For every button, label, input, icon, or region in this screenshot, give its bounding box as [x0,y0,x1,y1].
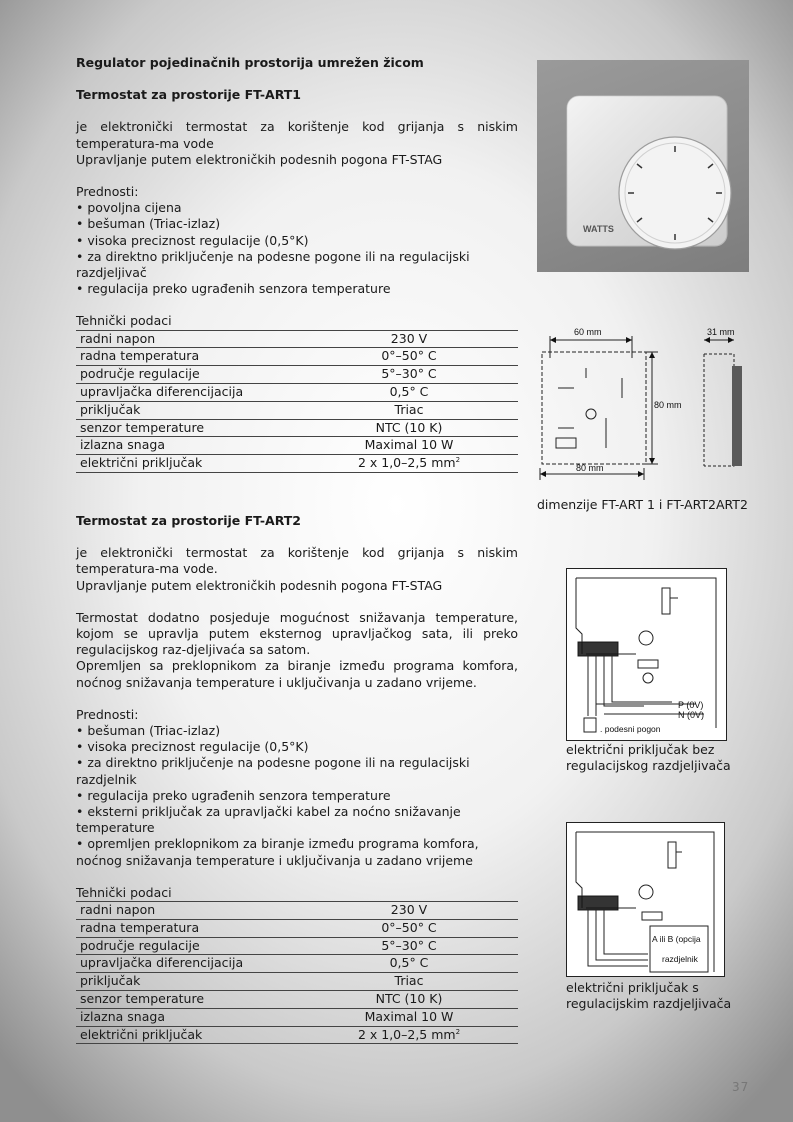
spec-value: 0°–50° C [300,919,518,937]
list-item: • povoljna cijena [76,200,518,216]
art1-advantages-label: Prednosti: [76,184,139,200]
wiring1-p-label: P (0V) [678,700,704,710]
table-row [76,384,518,402]
art2-extra-2: Opremljen sa preklopnikom za biranje između programa komfora, noćnog snižavanja temperature i uključivanja u zadano vrijeme. [76,658,518,690]
spec-label: upravljačka diferencijacija [76,384,300,402]
wiring1-caption-line-2: regulacijskog razdjeljivača [566,758,731,773]
art2-control: Upravljanje putem elektroničkih podesnih pogona FT-STAG [76,577,443,593]
art1-tech-label: Tehnički podaci [76,313,172,329]
wiring2-box-label-1: A ili B (opcija [652,934,701,944]
table-row [76,1026,518,1044]
spec-value: 0,5° C [300,384,518,402]
spec-value: 230 V [300,902,518,920]
spec-label: područje regulacije [76,366,300,384]
spec-value-sup: 2 [455,456,461,465]
table-row [76,919,518,937]
spec-value [300,455,518,473]
spec-label: radna temperatura [76,348,300,366]
spec-value: 0,5° C [300,955,518,973]
wiring1-actuator-label: . podesni pogon [600,724,661,734]
wiring1-n-label: N (0V) [678,710,705,720]
wiring2-caption [566,980,731,1012]
dim-depth-label: 31 mm [707,327,735,337]
page-number: 37 [732,1080,750,1094]
spec-label: radni napon [76,330,300,348]
wiring-diagram-2 [566,822,726,978]
table-row [76,973,518,991]
spec-value: Triac [300,973,518,991]
list-item: • visoka preciznost regulacije (0,5°K) [76,233,518,249]
thermostat-photo [537,60,749,272]
art1-spec-table [76,330,518,473]
spec-value: 5°–30° C [300,937,518,955]
thermostat-illustration [537,60,749,272]
spec-label: senzor temperature [76,991,300,1009]
table-row [76,955,518,973]
spec-value-text: 2 x 1,0–2,5 mm [357,1026,456,1042]
table-row [76,366,518,384]
art1-control: Upravljanje putem elektroničkih podesnih pogona FT-STAG [76,151,443,167]
list-item: • bešuman (Triac-izlaz) [76,723,518,739]
spec-value: Triac [300,401,518,419]
list-item: • bešuman (Triac-izlaz) [76,216,518,232]
spec-value: 230 V [300,330,518,348]
table-row [76,1008,518,1026]
wiring1-caption [566,742,731,774]
dimensions-drawing [536,318,748,486]
spec-label: područje regulacije [76,937,300,955]
art2-description: je elektronički termostat za korištenje kod grijanja s niskim temperatura-ma vode. [76,545,518,577]
table-row [76,401,518,419]
spec-value: Maximal 10 W [300,1008,518,1026]
wiring2-caption-line-1: električni priključak s [566,980,699,995]
wiring-diagram-1 [566,568,728,742]
table-row [76,437,518,455]
dim-height-label: 80 mm [654,400,682,410]
left-column [76,55,518,1044]
art2-title: Termostat za prostorije FT-ART2 [76,513,302,529]
table-row [76,419,518,437]
art2-advantages-label: Prednosti: [76,706,139,722]
list-item: • za direktno priključenje na podesne pogone ili na regulacijski razdjeljivač [76,249,518,281]
wiring2-box-label-2: razdjelnik [662,954,698,964]
list-item: • regulacija preko ugrađenih senzora temperature [76,788,518,804]
table-row [76,330,518,348]
art2-tech-label: Tehnički podaci [76,884,172,900]
table-row [76,348,518,366]
spec-label: električni priključak [76,455,300,473]
spec-value-sup: 2 [455,1027,461,1036]
spec-label: priključak [76,401,300,419]
spec-value: 0°–50° C [300,348,518,366]
list-item: • visoka preciznost regulacije (0,5°K) [76,739,518,755]
spec-value [300,1026,518,1044]
spec-label: senzor temperature [76,419,300,437]
art1-description: je elektronički termostat za korištenje kod grijanja s niskim temperatura-ma vode [76,119,518,151]
list-item: • regulacija preko ugrađenih senzora temperature [76,281,518,297]
art2-spec-table [76,901,518,1044]
art1-title: Termostat za prostorije FT-ART1 [76,87,302,103]
table-row [76,991,518,1009]
list-item: • za direktno priključenje na podesne pogone ili na regulacijski razdjelnik [76,755,518,787]
table-row [76,455,518,473]
spec-value: Maximal 10 W [300,437,518,455]
brand-logo: WATTS [583,224,614,234]
dim-bottom-label: 80 mm [576,463,604,473]
spec-label: priključak [76,973,300,991]
dimensions-caption: dimenzije FT-ART 1 i FT-ART2ART2 [537,497,748,512]
spec-value: 5°–30° C [300,366,518,384]
art1-advantages-list [76,200,518,297]
table-row [76,937,518,955]
spec-label: radni napon [76,902,300,920]
spec-value-text: 2 x 1,0–2,5 mm [357,455,456,471]
spec-value: NTC (10 K) [300,991,518,1009]
list-item: • opremljen preklopnikom za biranje između programa komfora, noćnog snižavanja temperature i uključivanja u zadano vrijeme [76,836,518,868]
spec-value: NTC (10 K) [300,419,518,437]
spec-label: upravljačka diferencijacija [76,955,300,973]
wiring1-caption-line-1: električni priključak bez [566,742,715,757]
spec-label: radna temperatura [76,919,300,937]
spec-label: električni priključak [76,1026,300,1044]
art2-advantages-list [76,723,518,869]
table-row [76,902,518,920]
page-heading: Regulator pojedinačnih prostorija umrežen žicom [76,55,424,70]
art2-extra-1: Termostat dodatno posjeduje mogućnost snižavanja temperature, kojom se upravlja putem eksternog upravljačkog sata, ili preko regulacijskog raz-djeljivaća sa satom. [76,609,518,658]
list-item: • eksterni priključak za upravljački kabel za noćno snižavanje temperature [76,804,518,836]
spec-label: izlazna snaga [76,1008,300,1026]
dim-width-label: 60 mm [574,327,602,337]
wiring2-caption-line-2: regulacijskim razdjeljivača [566,996,732,1011]
spec-label: izlazna snaga [76,437,300,455]
